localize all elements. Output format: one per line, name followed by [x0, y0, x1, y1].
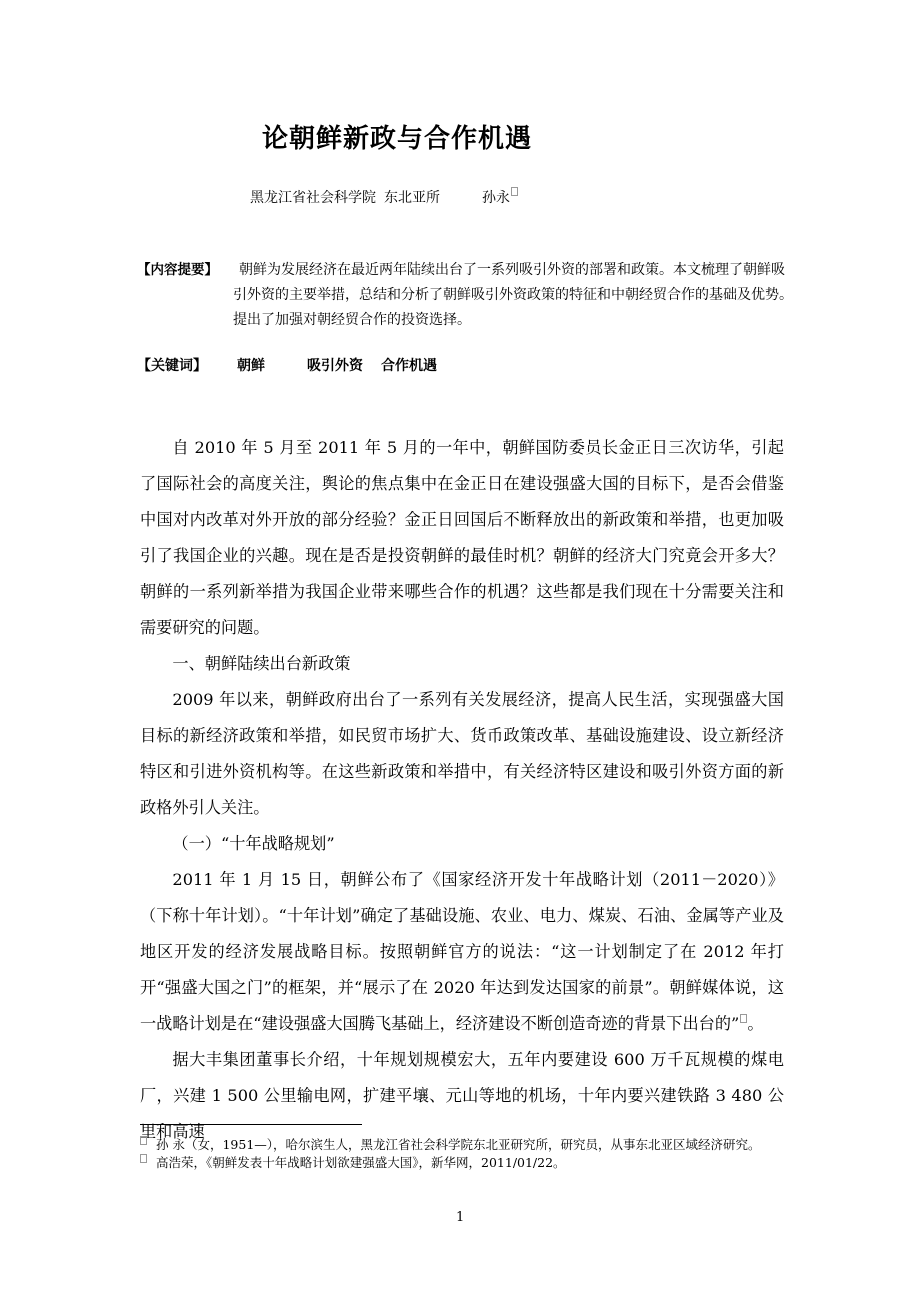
paper-title: 论朝鲜新政与合作机遇 — [262, 124, 533, 154]
page-number: 1 — [456, 1210, 465, 1225]
keyword: 合作机遇 — [381, 358, 437, 374]
author-organization: 黑龙江省社会科学院 — [250, 190, 376, 206]
abstract-block — [137, 258, 797, 333]
paragraph-end: 。 — [747, 1014, 764, 1033]
footnote-text: 孙 永（女，1951—），哈尔滨生人，黑龙江省社会科学院东北亚研究所，研究员，从事东北亚区域经济研究。 — [156, 1137, 761, 1152]
paragraph: 据大丰集团董事长介绍，十年规划规模宏大，五年内要建设 600 万千瓦规模的煤电厂，兴建 1 500 公里输电网，扩建平壤、元山等地的机场，十年内要兴建铁路 3 480 公里和高速 — [140, 1050, 784, 1141]
footnote-marker-icon — [140, 1154, 147, 1163]
paragraph — [140, 862, 784, 1042]
footnote — [140, 1154, 790, 1172]
footnote-text: 高浩荣，《朝鲜发表十年战略计划欲建强盛大国》，新华网，2011/01/22。 — [156, 1155, 566, 1170]
footnote — [140, 1136, 790, 1154]
keywords-line — [137, 355, 437, 375]
author-line — [250, 187, 518, 207]
keyword: 朝鲜 — [237, 358, 265, 374]
footnote-divider — [140, 1124, 362, 1125]
author-name: 孙永 — [482, 190, 510, 206]
footnote-marker-icon — [140, 1136, 147, 1145]
footnote-marker-icon — [511, 187, 518, 196]
keyword: 吸引外资 — [307, 358, 363, 374]
paragraph-text: 2011 年 1 月 15 日，朝鲜公布了《国家经济开发十年战略计划（2011－2020）》（下称十年计划）。“十年计划”确定了基础设施、农业、电力、煤炭、石油、金属等产业及地区开发的经济发展战略目标。按照朝鲜官方的说法：“这一计划制定了在 2012 年打开“强盛大国之门”的框架，并“展示了在 2020 年达到发达国家的前景”。朝鲜媒体说，这一战略计划是在“建设强盛大国腾飞基础上，经济建设不断创造奇迹的背景下出台的” — [140, 870, 784, 1033]
subsection-heading: （一）“十年战略规划” — [172, 834, 335, 853]
paragraph: 2009 年以来，朝鲜政府出台了一系列有关发展经济，提高人民生活，实现强盛大国目标的新经济政策和举措，如民贸市场扩大、货币政策改革、基础设施建设、设立新经济特区和引进外资机构等。在这些新政策和举措中，有关经济特区建设和吸引外资方面的新政格外引人关注。 — [140, 690, 784, 817]
keywords-label: 【关键词】 — [137, 358, 207, 374]
paragraph: 自 2010 年 5 月至 2011 年 5 月的一年中，朝鲜国防委员长金正日三次访华，引起了国际社会的高度关注，舆论的焦点集中在金正日在建设强盛大国的目标下，是否会借鉴中国对内改革对外开放的部分经验？金正日回国后不断释放出的新政策和举措，也更加吸引了我国企业的兴趣。现在是否是投资朝鲜的最佳时机？朝鲜的经济大门究竟会开多大？朝鲜的一系列新举措为我国企业带来哪些合作的机遇？这些都是我们现在十分需要关注和需要研究的问题。 — [140, 438, 784, 637]
author-department: 东北亚所 — [384, 190, 440, 206]
abstract-text: 朝鲜为发展经济在最近两年陆续出台了一系列吸引外资的部署和政策。本文梳理了朝鲜吸引外资的主要举措，总结和分析了朝鲜吸引外资政策的特征和中朝经贸合作的基础及优势。提出了加强对朝经贸合作的投资选择。 — [233, 262, 793, 328]
body-text — [140, 430, 784, 1150]
section-heading: 一、朝鲜陆续出台新政策 — [172, 654, 351, 673]
abstract-label: 【内容提要】 — [137, 262, 218, 278]
footnotes — [140, 1136, 790, 1172]
